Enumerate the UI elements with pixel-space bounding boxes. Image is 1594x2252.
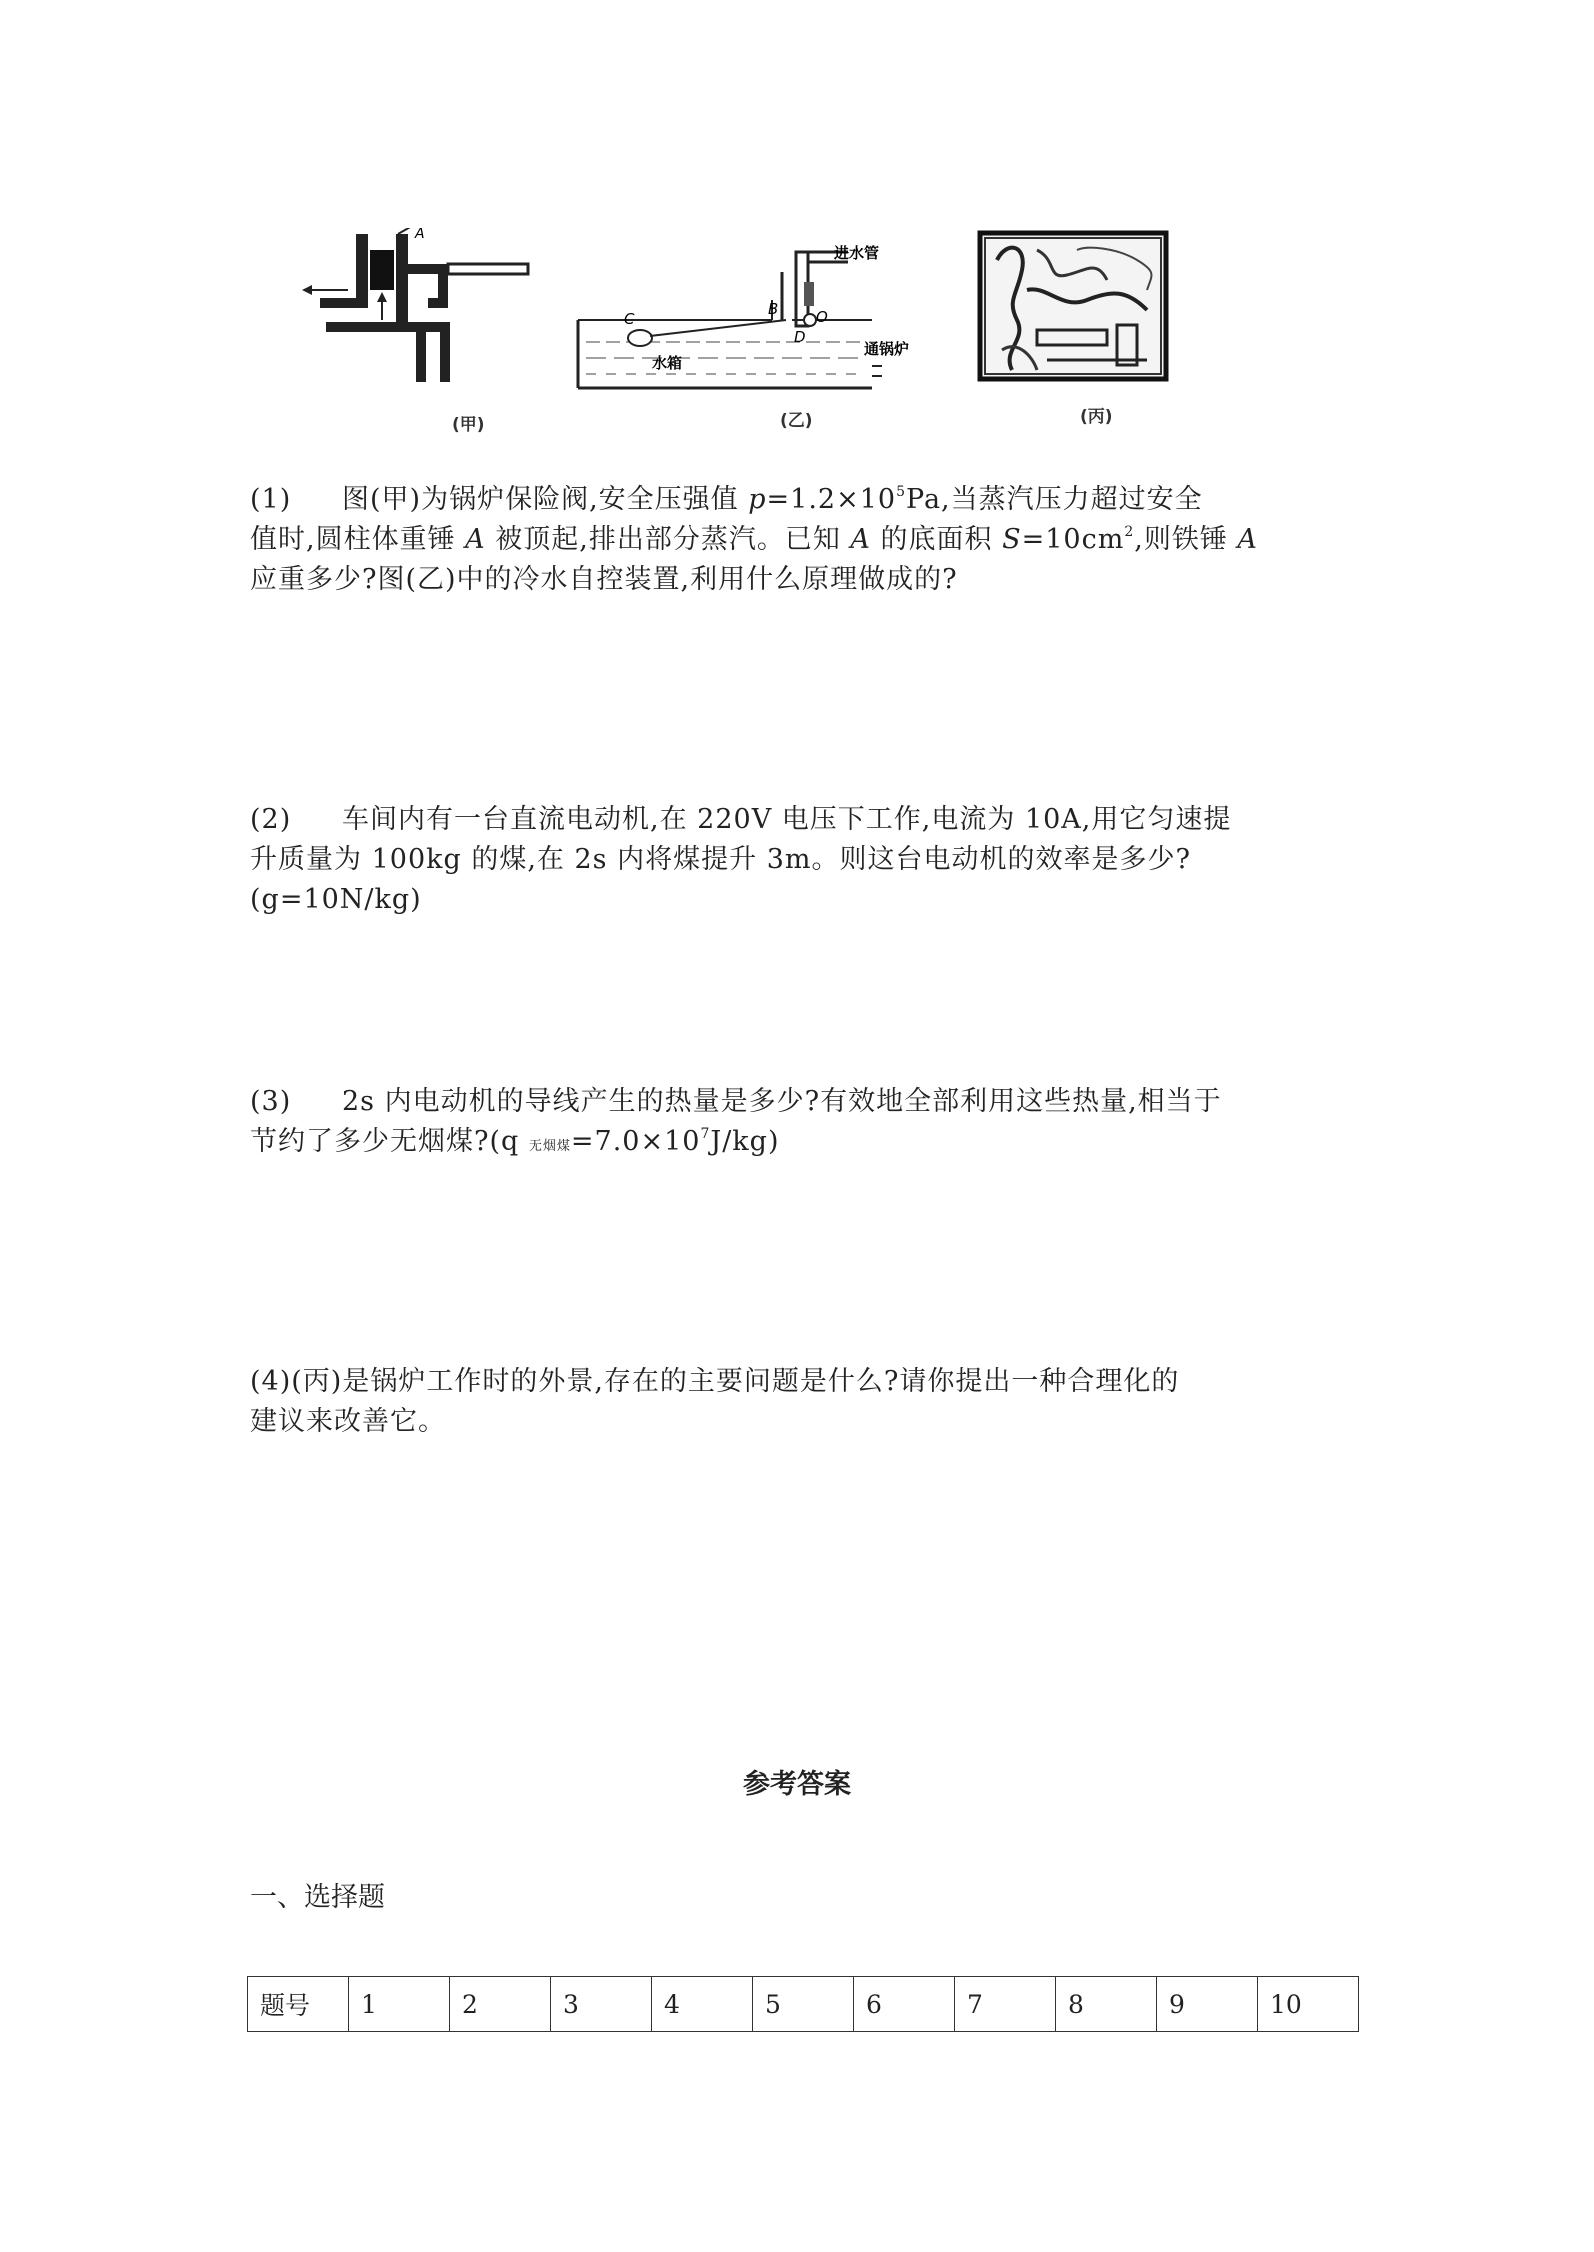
table-cell: 2	[450, 1977, 551, 2032]
label-inlet: 进水管	[834, 244, 880, 262]
question-2-line2: 升质量为 100kg 的煤,在 2s 内将煤提升 3m。则这台电动机的效率是多少?	[250, 844, 1191, 875]
question-1	[250, 480, 1270, 600]
figure-bing-caption: (丙)	[1080, 407, 1113, 427]
table-cell: 8	[1056, 1977, 1157, 2032]
question-3-line2: 节约了多少无烟煤?(q 无烟煤$=7.0\times 10^7J/kg$)	[250, 1126, 780, 1157]
question-1-line1: (1) 图(甲)为锅炉保险阀,安全压强值 $p=1.2\times 10^5Pa$,当蒸汽压力超过安全	[250, 480, 1270, 520]
question-3-line1: (3) 2s 内电动机的导线产生的热量是多少?有效地全部利用这些热量,相当于	[250, 1082, 1270, 1122]
question-2	[250, 800, 1270, 920]
question-number: (2)	[250, 804, 292, 835]
label-tank: 水箱	[652, 354, 683, 372]
table-cell: 5	[753, 1977, 854, 2032]
label-boiler: 通锅炉	[864, 340, 910, 358]
figure-jia	[298, 228, 560, 388]
table-cell: 7	[955, 1977, 1056, 2032]
table-row	[248, 1977, 1359, 2032]
label-o: O	[816, 308, 828, 326]
answer-title: 参考答案	[743, 1769, 851, 1800]
table-cell: 4	[652, 1977, 753, 2032]
question-1-line3: 应重多少?图(乙)中的冷水自控装置,利用什么原理做成的?	[250, 564, 958, 595]
figure-bing-photo	[977, 230, 1169, 382]
label-b: B	[768, 300, 779, 318]
table-cell: 1	[349, 1977, 450, 2032]
question-4	[250, 1362, 1270, 1442]
question-4-line1: (4)(丙)是锅炉工作时的外景,存在的主要问题是什么?请你提出一种合理化的	[250, 1366, 1180, 1397]
question-number: (3)	[250, 1086, 292, 1117]
question-2-line3: (g=10N/kg)	[250, 884, 422, 915]
label-c: C	[624, 310, 635, 328]
table-cell: 题号	[248, 1977, 349, 2032]
question-1-line2: 值时,圆柱体重锤 A 被顶起,排出部分蒸汽。已知 A 的底面积 $S=10cm^2$,则铁锤 A	[250, 524, 1258, 555]
question-3	[250, 1082, 1270, 1167]
table-cell: 10	[1258, 1977, 1359, 2032]
label-d: D	[794, 328, 806, 346]
figure-yi-caption: (乙)	[780, 411, 813, 431]
table-cell: 9	[1157, 1977, 1258, 2032]
figure-yi	[572, 228, 932, 398]
figure-jia-caption: (甲)	[452, 415, 485, 435]
label-a: A	[415, 228, 425, 242]
table-cell: 6	[854, 1977, 955, 2032]
table-cell: 3	[551, 1977, 652, 2032]
question-4-line2: 建议来改善它。	[250, 1406, 446, 1437]
question-number: (1)	[250, 484, 292, 515]
question-2-line1: (2) 车间内有一台直流电动机,在 220V 电压下工作,电流为 10A,用它匀速提	[250, 800, 1270, 840]
answer-table	[247, 1976, 1359, 2032]
section-heading: 一、选择题	[250, 1882, 385, 1913]
